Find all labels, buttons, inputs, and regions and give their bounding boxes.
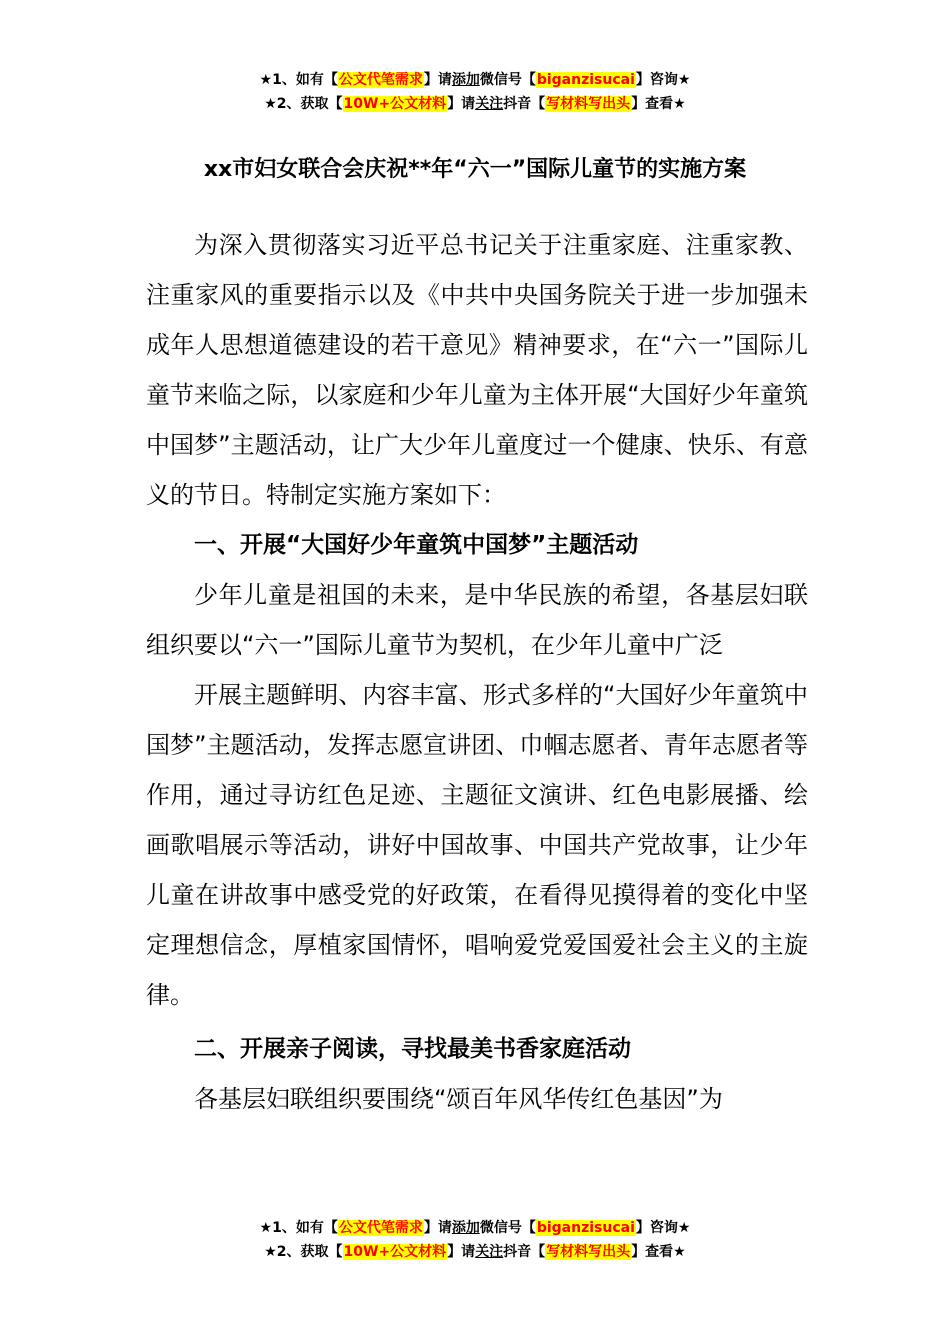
promo-highlight: 写材料写出头 (546, 1244, 631, 1260)
promo-text: 】请 (447, 1244, 476, 1260)
promo-text: 抖音【 (503, 96, 546, 112)
intro-paragraph: 为深入贯彻落实习近平总书记关于注重家庭、注重家教、注重家风的重要指示以及《中共中央国务院关于进一步加强未成年人思想道德建设的若干意见》精神要求，在“六一”国际儿童节来临之际，以家庭和少年儿童为主体开展“大国好少年童筑中国梦”主题活动，让广大少年儿童度过一个健康、快乐、有意义的节日。特制定实施方案如下： (146, 231, 808, 509)
document-body (146, 220, 808, 1124)
promo-text: 】查看★ (631, 1244, 686, 1260)
promo-text: 微信号【 (479, 1220, 536, 1236)
promo-highlight: 10W+公文材料 (343, 96, 447, 112)
promo-text: ★1、如有【 (259, 1220, 338, 1236)
promo-text: 微信号【 (479, 72, 536, 88)
section-2-heading: 二、开展亲子阅读，寻找最美书香家庭活动 (194, 1036, 631, 1062)
promo-highlight: 10W+公文材料 (343, 1244, 447, 1260)
promo-line-2 (0, 1240, 950, 1264)
promo-banner-bottom (0, 1216, 950, 1264)
promo-highlight: 公文代笔需求 (338, 1220, 423, 1236)
promo-line-2 (0, 92, 950, 116)
promo-text: 】请 (447, 96, 476, 112)
promo-text: ★2、获取【 (264, 96, 343, 112)
document-title: xx市妇女联合会庆祝**年“六一”国际儿童节的实施方案 (203, 157, 747, 182)
promo-highlight: 写材料写出头 (546, 96, 631, 112)
promo-text: 】请 (423, 72, 452, 88)
promo-text: ★1、如有【 (259, 72, 338, 88)
promo-text: 】请 (423, 1220, 452, 1236)
promo-text: 抖音【 (503, 1244, 546, 1260)
promo-line-1 (0, 1216, 950, 1240)
promo-underline: 关注 (475, 1244, 504, 1260)
promo-text: 】咨询★ (635, 72, 691, 88)
promo-underline: 关注 (475, 96, 504, 112)
promo-underline: 添加 (451, 72, 480, 88)
promo-banner-top (0, 68, 950, 116)
promo-highlight: 公文代笔需求 (338, 72, 423, 88)
promo-line-1 (0, 68, 950, 92)
promo-text: 】查看★ (631, 96, 686, 112)
promo-text: 】咨询★ (635, 1220, 691, 1236)
promo-text: ★2、获取【 (264, 1244, 343, 1260)
section-1-paragraph-1: 少年儿童是祖国的未来，是中华民族的希望，各基层妇联组织要以“六一”国际儿童节为契机，在少年儿童中广泛 (146, 581, 808, 659)
promo-highlight: biganzisucai (536, 1220, 635, 1236)
promo-underline: 添加 (451, 1220, 480, 1236)
section-2-paragraph-1: 各基层妇联组织要围绕“颂百年风华传红色基因”为 (194, 1085, 723, 1113)
promo-highlight: biganzisucai (536, 72, 635, 88)
section-1-heading: 一、开展“大国好少年童筑中国梦”主题活动 (194, 532, 639, 558)
section-1-paragraph-2: 开展主题鲜明、内容丰富、形式多样的“大国好少年童筑中国梦”主题活动，发挥志愿宣讲团、巾帼志愿者、青年志愿者等作用，通过寻访红色足迹、主题征文演讲、红色电影展播、绘画歌唱展示等活动，讲好中国故事、中国共产党故事，让少年儿童在讲故事中感受党的好政策，在看得见摸得着的变化中坚定理想信念，厚植家国情怀，唱响爱党爱国爱社会主义的主旋律。 (146, 681, 808, 1009)
